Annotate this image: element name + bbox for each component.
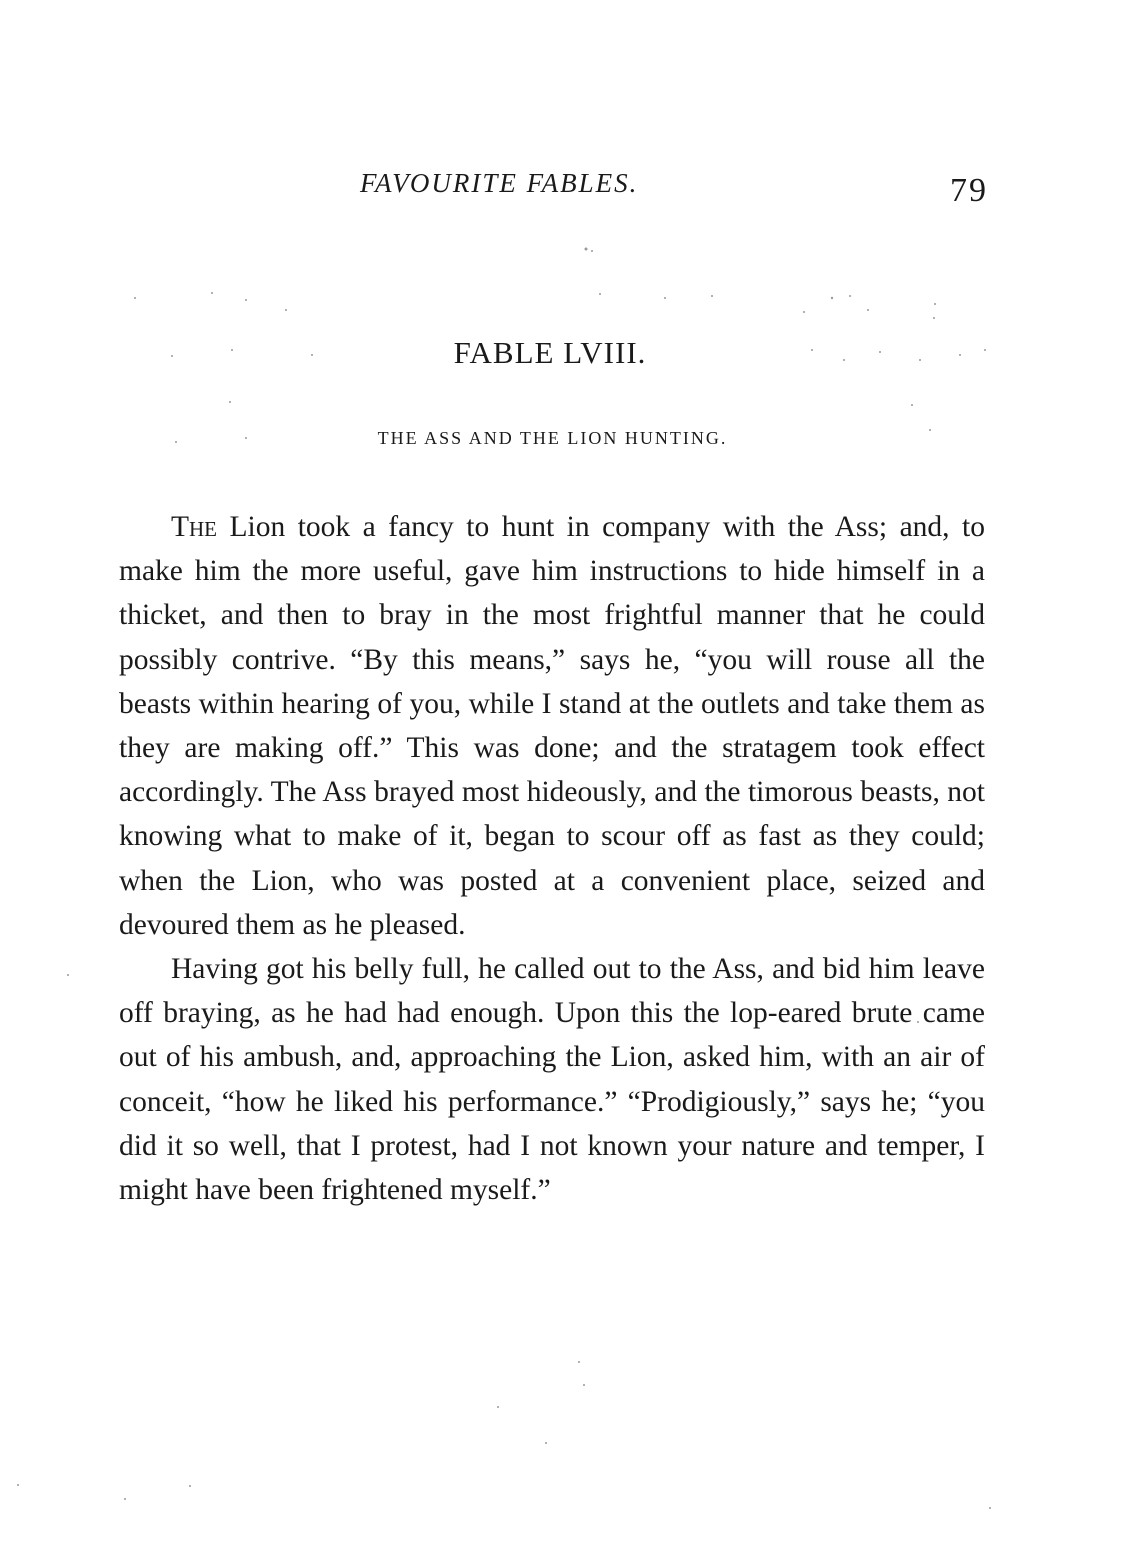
paragraph	[119, 505, 985, 947]
paragraph-text: Having got his belly full, he called out to the Ass, and bid him leave off braying, as he had had enough. Upon this the lop-eared brute came out of his ambush, and, approaching the Lion, asked him, with an air of conceit, “how he liked his performance.” “Prodigiously,” says he; “you did it so well, that I protest, had I not known your nature and temper, I might have been frightened myself.”	[119, 953, 985, 1207]
page-number: 79	[950, 172, 988, 209]
paragraph-text: Lion took a fancy to hunt in company with the Ass; and, to make him the more useful, gave him instructions to hide himself in a thicket, and then to bray in the most frightful manner that he could possibly contrive. “By this means,” says he, “you will rouse all the beasts within hearing of you, while I stand at the outlets and take them as they are making off.” This was done; and the stratagem took effect accordingly. The Ass brayed most hideously, and the timorous beasts, not knowing what to make of it, began to scour off as fast as they could; when the Lion, who was posted at a convenient place, seized and devoured them as he pleased.	[119, 511, 985, 941]
fable-body	[119, 505, 985, 1212]
running-head: FAVOURITE FABLES.	[360, 168, 639, 198]
fable-subtitle: THE ASS AND THE LION HUNTING.	[377, 428, 728, 448]
fable-title: FABLE LVIII.	[453, 335, 647, 370]
paragraph	[119, 947, 985, 1212]
paragraph-lead: The	[171, 511, 218, 543]
